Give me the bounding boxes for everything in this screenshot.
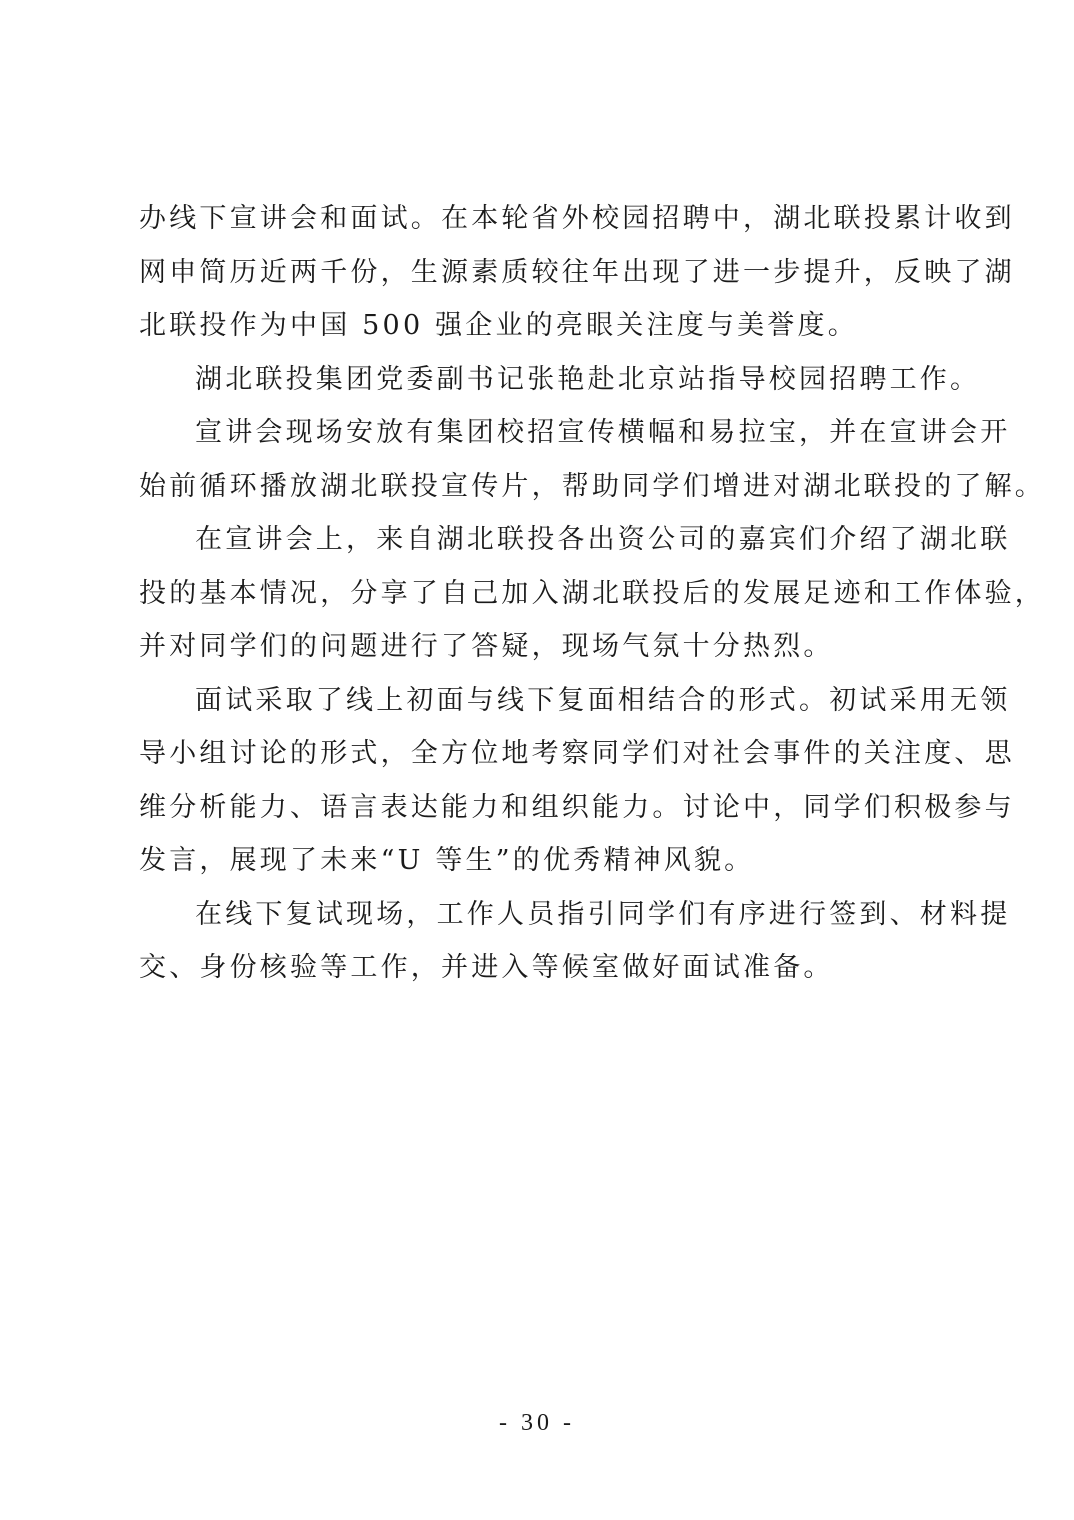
text-line: 在宣讲会上，来自湖北联投各出资公司的嘉宾们介绍了湖北联 [195,524,1011,555]
text-line: 湖北联投集团党委副书记张艳赴北京站指导校园招聘工作。 [195,363,981,395]
text-line: 宣讲会现场安放有集团校招宣传横幅和易拉宝，并在宣讲会开 [195,417,1011,448]
text-line: 交、身份核验等工作，并进入等候室做好面试准备。 [139,952,834,983]
text-line: 始前循环播放湖北联投宣传片，帮助同学们增进对湖北联投的了解。 [139,470,1045,502]
text-line: 办线下宣讲会和面试。在本轮省外校园招聘中，湖北联投累计收到 [139,203,1015,234]
text-line: 面试采取了线上初面与线下复面相结合的形式。初试采用无领 [195,684,1011,716]
text-line: 维分析能力、语言表达能力和组织能力。讨论中，同学们积极参与 [139,791,1015,823]
text-line: 在线下复试现场，工作人员指引同学们有序进行签到、材料提 [195,898,1011,930]
text-line: 导小组讨论的形式，全方位地考察同学们对社会事件的关注度、思 [139,738,1015,769]
text-line: 并对同学们的问题进行了答疑，现场气氛十分热烈。 [139,631,834,662]
body-text [139,192,1045,995]
text-line: 北联投作为中国 500 强企业的亮眼关注度与美誉度。 [139,310,858,341]
text-line: 投的基本情况，分享了自己加入湖北联投后的发展足迹和工作体验， [139,577,1045,609]
text-line: 网申简历近两千份，生源素质较往年出现了进一步提升，反映了湖 [139,256,1015,288]
text-line: 发言，展现了未来“U 等生”的优秀精神风貌。 [139,845,755,876]
page-number: - 30 - [499,1410,575,1436]
